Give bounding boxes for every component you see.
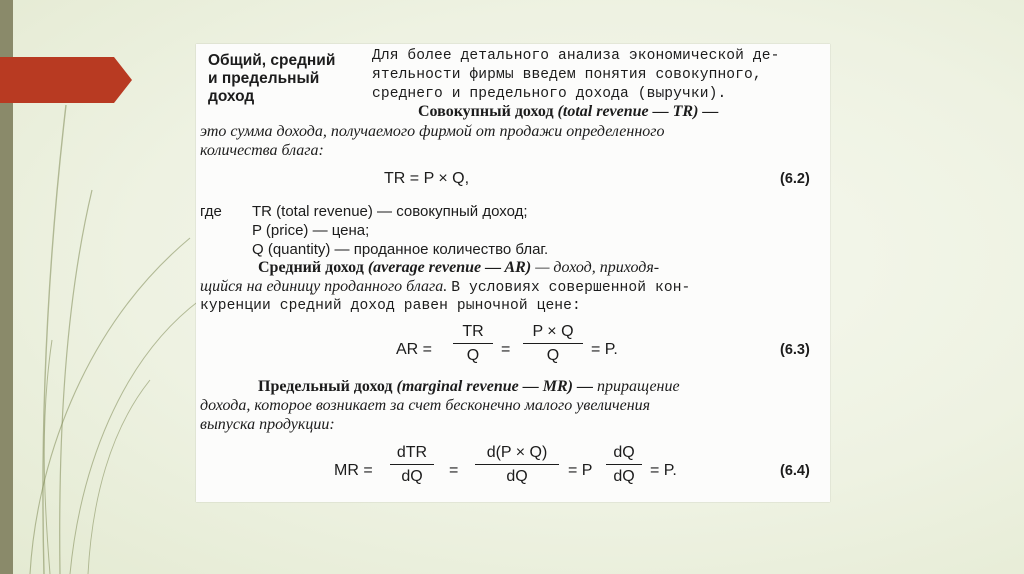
eq64-equals-2: = P: [568, 462, 593, 479]
eq64-fraction-2: [475, 444, 559, 486]
eq64-lhs: MR =: [334, 462, 373, 479]
eq63-fraction-1: [453, 323, 493, 365]
eq63-frac2-numerator: P × Q: [532, 323, 574, 340]
eq63-frac1-denominator: Q: [453, 343, 493, 365]
eq64-frac3-denominator: dQ: [606, 464, 642, 486]
arrow-marker: [0, 57, 132, 103]
equation-6-2: TR = P × Q,: [384, 170, 470, 187]
eq64-frac1-numerator: dTR: [396, 444, 428, 461]
tr-definition-line-2: количества блага:: [200, 142, 324, 159]
ar-definition-tail: — доход, приходя-: [535, 259, 660, 276]
mr-definition-line-1: [258, 377, 680, 396]
section-heading-line-2: и предельный: [208, 70, 320, 87]
eq63-frac2-denominator: Q: [523, 343, 583, 365]
tr-definition-heading: [418, 102, 718, 121]
eq63-frac1-numerator: TR: [462, 323, 484, 340]
intro-line-1: Для более детального анализа экономической де-: [372, 48, 780, 64]
eq64-rhs: = P.: [650, 462, 677, 479]
eq63-lhs: AR =: [396, 341, 433, 358]
eq64-frac2-numerator: d(P × Q): [486, 444, 548, 461]
eq64-fraction-3: [606, 444, 642, 486]
ar-definition-cont: щийся на единицу проданного блага.: [200, 278, 448, 295]
mr-term-paren: (marginal revenue — MR) —: [396, 378, 593, 395]
where-item-q: Q (quantity) — проданное количество благ.: [252, 241, 549, 258]
eq64-equals-1: =: [449, 462, 459, 479]
eq63-rhs: = P.: [591, 341, 618, 358]
section-heading-line-3: доход: [208, 88, 255, 105]
eq63-equals: =: [501, 341, 511, 358]
ar-condition-tail: В условиях совершенной кон-: [451, 280, 691, 296]
eq64-frac1-denominator: dQ: [390, 464, 434, 486]
where-item-p: P (price) — цена;: [252, 222, 370, 239]
where-label: где: [200, 203, 222, 220]
eq64-frac2-denominator: dQ: [475, 464, 559, 486]
intro-line-2: ятельности фирмы введем понятия совокупного,: [372, 67, 762, 83]
equation-number-6-3: (6.3): [780, 342, 810, 358]
mr-definition-line-2: дохода, которое возникает за счет бесконечно малого увеличения: [200, 397, 651, 414]
ar-term: Средний доход: [258, 259, 364, 276]
eq63-fraction-2: [523, 323, 583, 365]
equation-number-6-2: (6.2): [780, 171, 810, 187]
ar-definition-line-1: [258, 258, 659, 277]
mr-definition-line-3: выпуска продукции:: [200, 416, 335, 433]
tr-term-paren: (total revenue — TR) —: [557, 103, 719, 120]
ar-term-paren: (average revenue — AR): [367, 259, 532, 276]
mr-term: Предельный доход: [258, 378, 393, 395]
eq64-frac3-numerator: dQ: [613, 444, 635, 461]
equation-number-6-4: (6.4): [780, 463, 810, 479]
tr-term: Совокупный доход: [418, 103, 554, 120]
where-item-tr: TR (total revenue) — совокупный доход;: [252, 203, 528, 220]
eq64-fraction-1: [390, 444, 434, 486]
section-heading-line-1: Общий, средний: [208, 52, 336, 69]
ar-condition-line-2: куренции средний доход равен рыночной цене:: [200, 298, 581, 314]
intro-line-3: среднего и предельного дохода (выручки).: [372, 86, 727, 102]
scanned-page: [196, 44, 830, 502]
tr-definition-line-1: это сумма дохода, получаемого фирмой от продажи определенного: [200, 123, 665, 140]
mr-definition-tail: приращение: [596, 378, 680, 395]
ar-definition-line-2: [200, 277, 690, 298]
